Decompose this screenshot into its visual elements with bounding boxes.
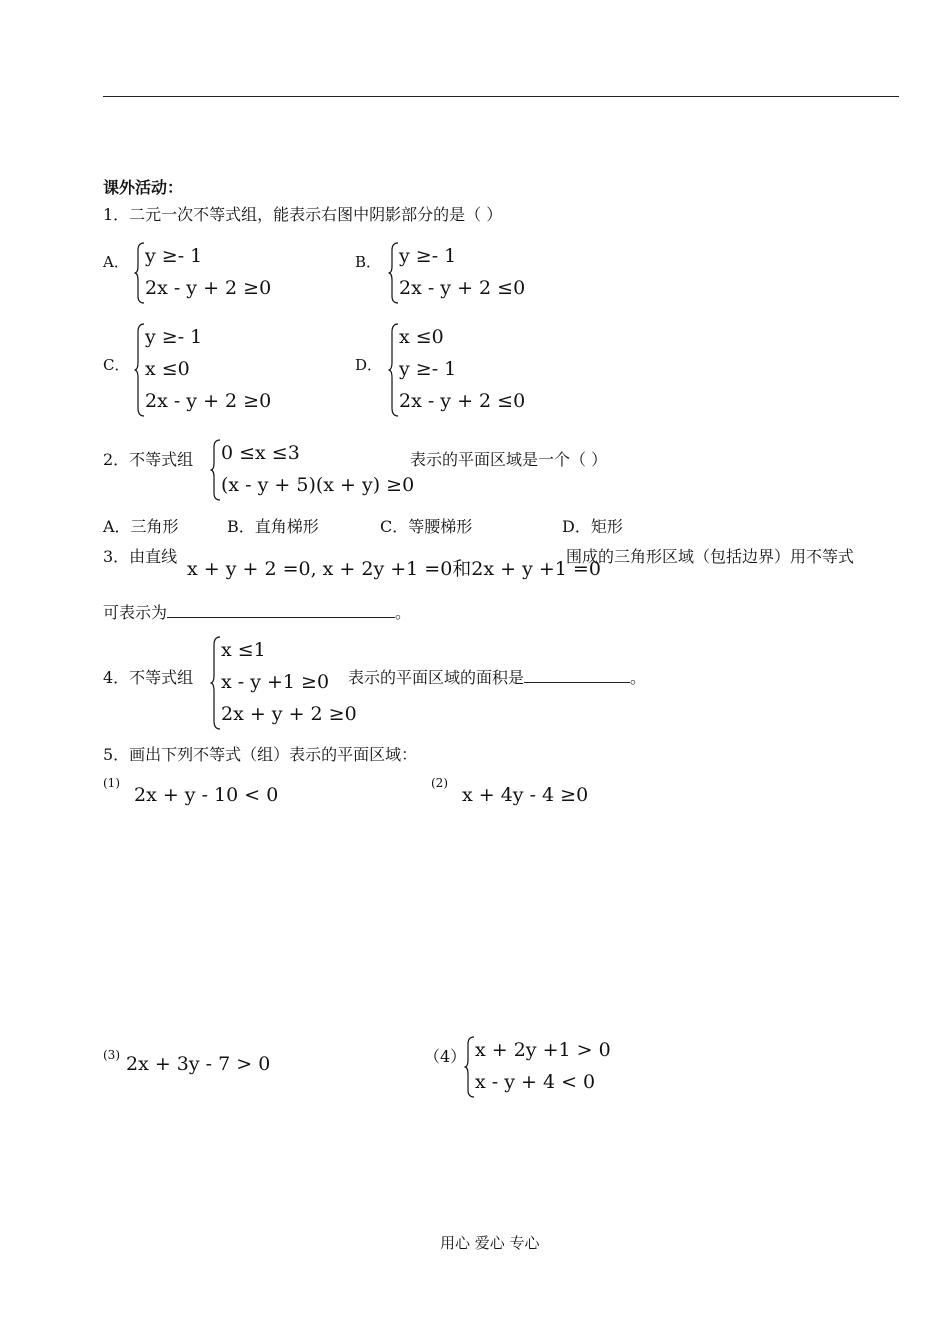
q5-item-1-label: (1): [103, 776, 120, 790]
q4-line-3: 2x + y + 2 ≥0: [221, 703, 357, 725]
left-brace-icon: [210, 439, 221, 501]
q1-d-line-2: y ≥- 1: [399, 358, 457, 380]
q3-end: 。: [395, 603, 412, 622]
q5-stem: 5．画出下列不等式（组）表示的平面区域：: [103, 745, 418, 764]
q2-line-2: (x - y + 5)(x + y) ≥0: [221, 474, 415, 496]
left-brace-icon: [210, 636, 221, 730]
q2-option-c: C．等腰梯形: [380, 517, 473, 536]
q4-suffix: 表示的平面区域的面积是: [348, 668, 525, 687]
q5-item-1-inequality: 2x + y - 10 < 0: [134, 784, 279, 806]
q4-end: 。: [630, 668, 647, 687]
q1-c-line-1: y ≥- 1: [145, 326, 203, 348]
q4-answer-blank[interactable]: [524, 682, 630, 683]
q5-item-4-label: （4）: [424, 1047, 467, 1066]
q4-line-2: x - y +1 ≥0: [221, 671, 330, 693]
q3-line2: [103, 605, 411, 621]
q5-item-4-line-2: x - y + 4 < 0: [475, 1071, 596, 1093]
q3-answer-blank[interactable]: [167, 617, 395, 618]
q2-option-a: A．三角形: [103, 517, 179, 536]
q3-lines-equations: x + y + 2 =0, x + 2y +1 =0和2x + y +1 =0: [187, 558, 601, 580]
q5-item-2-label: (2): [431, 776, 448, 790]
left-brace-icon: [134, 242, 145, 304]
q1-option-b-label: B．: [355, 253, 382, 271]
section-heading: 课外活动：: [103, 178, 184, 197]
left-brace-icon: [388, 242, 399, 304]
q2-line-1: 0 ≤x ≤3: [221, 442, 300, 464]
q2-suffix: 表示的平面区域是一个（ ）: [410, 450, 608, 469]
q1-option-a-label: A．: [103, 253, 129, 271]
header-rule: [103, 96, 899, 97]
page-footer: 用心 爱心 专心: [440, 1234, 540, 1252]
q1-b-line-2: 2x - y + 2 ≤0: [399, 277, 526, 299]
q1-a-line-1: y ≥- 1: [145, 245, 203, 267]
q3-suffix: 围成的三角形区域（包括边界）用不等式: [566, 547, 855, 566]
q1-stem: 1．二元一次不等式组，能表示右图中阴影部分的是（ ）: [103, 205, 503, 224]
q1-c-line-3: 2x - y + 2 ≥0: [145, 390, 272, 412]
left-brace-icon: [464, 1036, 475, 1098]
q1-option-d-label: D．: [355, 356, 383, 374]
q4-suffix-line: [348, 670, 646, 686]
q1-d-line-1: x ≤0: [399, 326, 444, 348]
q2-option-b: B．直角梯形: [227, 517, 319, 536]
q3-line2-text: 可表示为: [103, 603, 168, 622]
q1-b-line-1: y ≥- 1: [399, 245, 457, 267]
q4-line-1: x ≤1: [221, 639, 266, 661]
q4-prefix: 4．不等式组: [103, 668, 194, 687]
q1-option-c-label: C．: [103, 356, 130, 374]
left-brace-icon: [134, 323, 145, 417]
left-brace-icon: [388, 323, 399, 417]
q1-d-line-3: 2x - y + 2 ≤0: [399, 390, 526, 412]
q1-a-line-2: 2x - y + 2 ≥0: [145, 277, 272, 299]
q5-item-4-line-1: x + 2y +1 > 0: [475, 1039, 611, 1061]
q2-prefix: 2．不等式组: [103, 450, 194, 469]
q1-c-line-2: x ≤0: [145, 358, 190, 380]
q2-option-d: D．矩形: [562, 517, 623, 536]
q5-item-3-label: (3): [103, 1048, 120, 1062]
q5-item-3-inequality: 2x + 3y - 7 > 0: [126, 1053, 271, 1075]
q5-item-2-inequality: x + 4y - 4 ≥0: [462, 784, 589, 806]
q3-prefix: 3．由直线: [103, 547, 178, 566]
